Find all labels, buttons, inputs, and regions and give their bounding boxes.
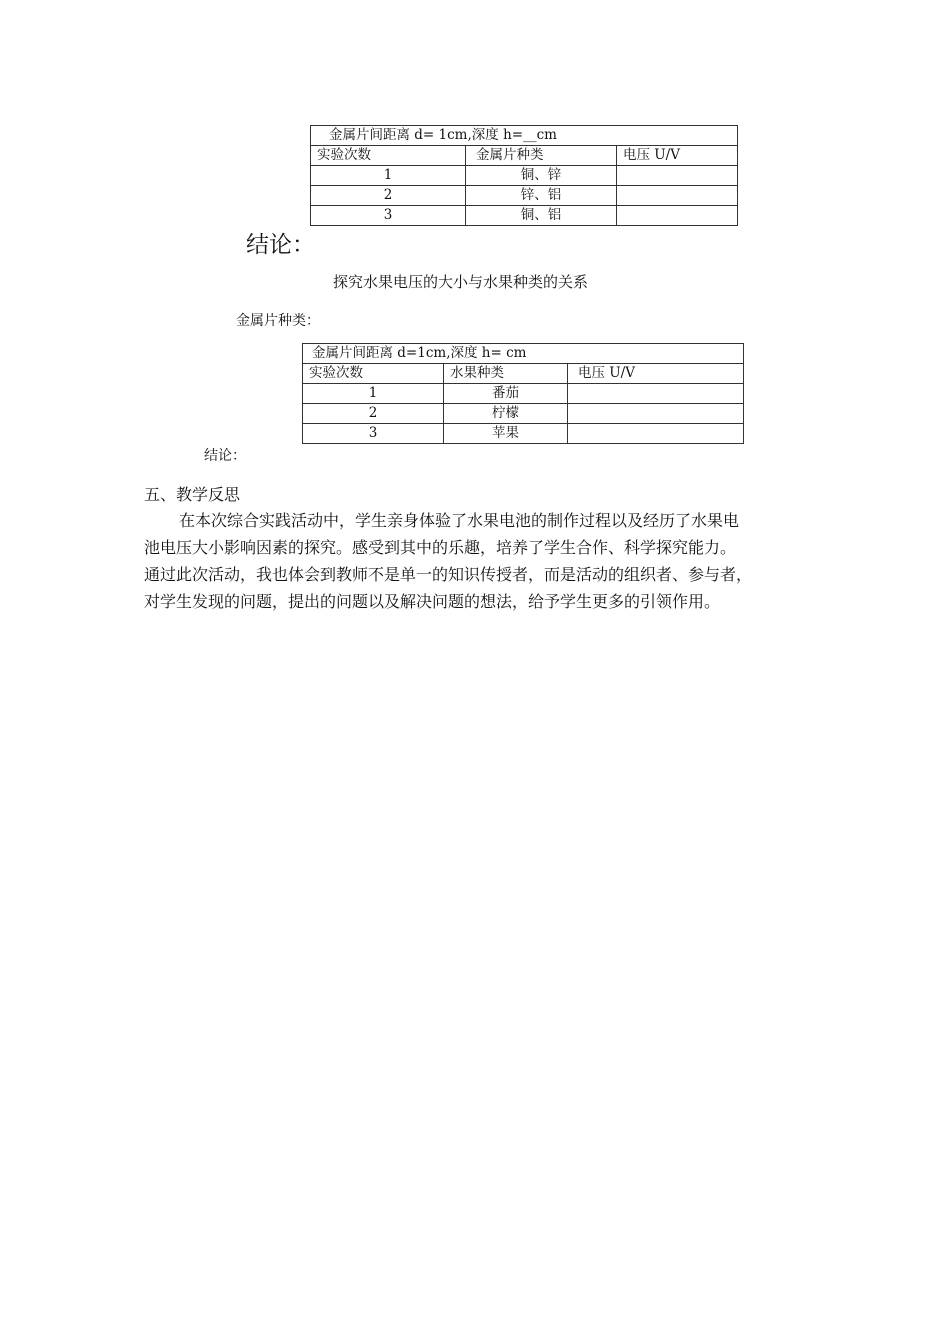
table1-col-metal: 金属片种类 [466, 146, 617, 166]
conclusion-label-1: 结论： [246, 232, 315, 258]
table-row [303, 424, 744, 444]
table1-voltage-cell [617, 186, 738, 206]
table2-header: 金属片间距离 d=1cm,深度 h= cm [303, 344, 744, 364]
section-heading-teaching-reflection: 五、教学反思 [144, 485, 241, 504]
section-subtitle-fruit-type: 探究水果电压的大小与水果种类的关系 [333, 273, 589, 291]
table1-header: 金属片间距离 d= 1cm,深度 h=__cm [311, 126, 738, 146]
table2-col-trial: 实验次数 [303, 364, 444, 384]
table-row [311, 186, 738, 206]
table1-trial-cell: 3 [311, 206, 466, 226]
fruit-type-table [302, 343, 744, 444]
table2-fruit-cell: 番茄 [444, 384, 568, 404]
table2-fruit-cell: 苹果 [444, 424, 568, 444]
paragraph-line: 对学生发现的问题，提出的问题以及解决问题的想法，给予学生更多的引领作用。 [144, 592, 721, 611]
table1-col-voltage: 电压 U/V [617, 146, 738, 166]
table1-trial-cell: 1 [311, 166, 466, 186]
table2-voltage-cell [568, 384, 744, 404]
reflection-paragraph [144, 507, 806, 615]
table1-metal-cell: 铜、铝 [466, 206, 617, 226]
table-row [311, 206, 738, 226]
table1-voltage-cell [617, 166, 738, 186]
conclusion-label-2: 结论： [204, 448, 246, 464]
table-row [311, 166, 738, 186]
paragraph-line: 在本次综合实践活动中，学生亲身体验了水果电池的制作过程以及经历了水果电 [179, 511, 740, 530]
table1-metal-cell: 铜、锌 [466, 166, 617, 186]
table2-trial-cell: 3 [303, 424, 444, 444]
table2-trial-cell: 2 [303, 404, 444, 424]
table2-col-fruit: 水果种类 [444, 364, 568, 384]
table1-voltage-cell [617, 206, 738, 226]
metal-type-label: 金属片种类： [236, 313, 320, 329]
table2-col-voltage: 电压 U/V [568, 364, 744, 384]
paragraph-line: 通过此次活动，我也体会到教师不是单一的知识传授者，而是活动的组织者、参与者， [144, 565, 753, 584]
table-row [303, 384, 744, 404]
table1-metal-cell: 锌、铝 [466, 186, 617, 206]
table2-fruit-cell: 柠檬 [444, 404, 568, 424]
table2-voltage-cell [568, 424, 744, 444]
table1-col-trial: 实验次数 [311, 146, 466, 166]
table-row [303, 404, 744, 424]
table2-trial-cell: 1 [303, 384, 444, 404]
table1-trial-cell: 2 [311, 186, 466, 206]
table2-voltage-cell [568, 404, 744, 424]
paragraph-line: 池电压大小影响因素的探究。感受到其中的乐趣，培养了学生合作、科学探究能力。 [144, 538, 737, 557]
metal-type-table [310, 125, 738, 226]
